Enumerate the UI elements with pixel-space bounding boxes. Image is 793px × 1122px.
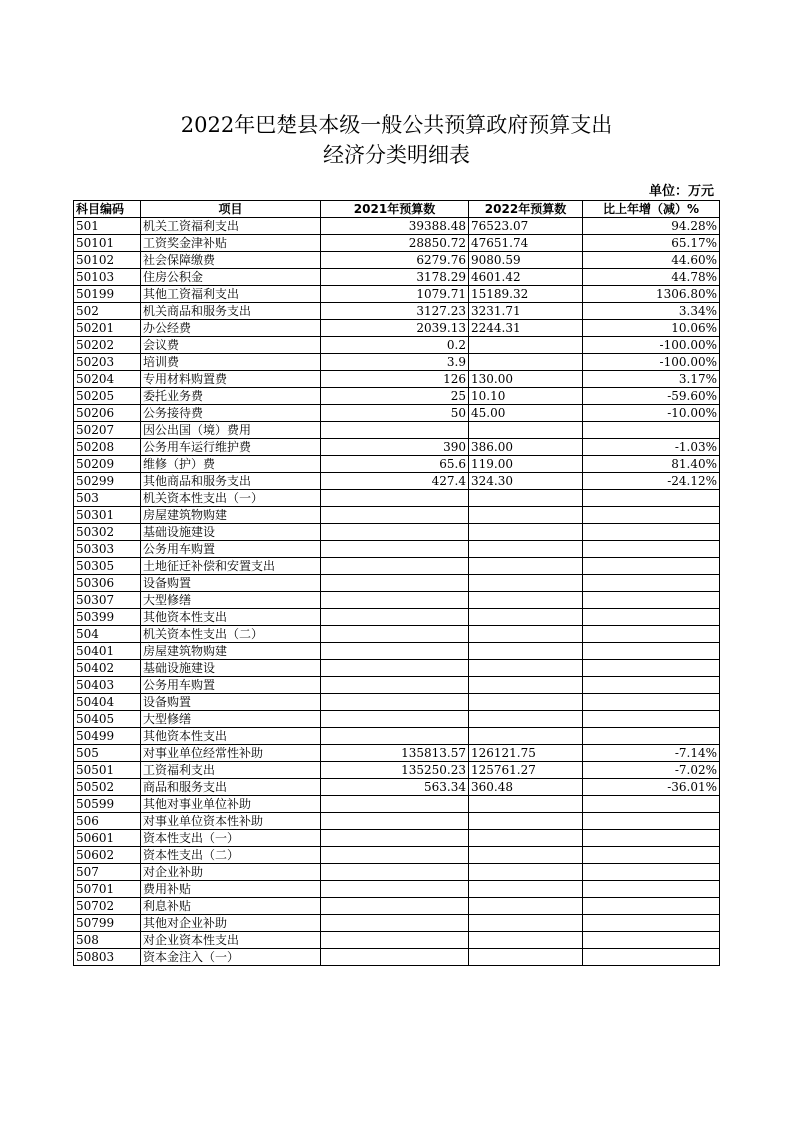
cell-2022: 4601.42 [469,269,583,286]
cell-item: 对事业单位资本性补助 [141,813,321,830]
cell-change: 44.78% [583,269,720,286]
cell-2021: 1079.71 [321,286,469,303]
cell-change [583,898,720,915]
cell-2022 [469,490,583,507]
table-row [74,898,720,915]
cell-code: 50303 [74,541,141,558]
cell-code: 50499 [74,728,141,745]
cell-2022: 125761.27 [469,762,583,779]
table-row [74,592,720,609]
cell-2022 [469,898,583,915]
cell-2022: 45.00 [469,405,583,422]
table-body [74,218,720,966]
cell-change: -36.01% [583,779,720,796]
table-row [74,881,720,898]
cell-code: 504 [74,626,141,643]
cell-code: 501 [74,218,141,235]
cell-code: 50207 [74,422,141,439]
cell-item: 其他对事业单位补助 [141,796,321,813]
table-row [74,660,720,677]
cell-2021 [321,575,469,592]
cell-code: 50199 [74,286,141,303]
cell-2021: 427.4 [321,473,469,490]
cell-item: 机关工资福利支出 [141,218,321,235]
cell-2022 [469,932,583,949]
cell-2021 [321,915,469,932]
table-row [74,915,720,932]
cell-item: 对企业资本性支出 [141,932,321,949]
cell-2022 [469,524,583,541]
table-row [74,626,720,643]
header-2022: 2022年预算数 [469,201,583,218]
cell-code: 50209 [74,456,141,473]
cell-change [583,575,720,592]
cell-change: -59.60% [583,388,720,405]
cell-item: 大型修缮 [141,711,321,728]
table-row [74,694,720,711]
cell-2022 [469,541,583,558]
cell-code: 50306 [74,575,141,592]
cell-code: 50502 [74,779,141,796]
cell-2022 [469,609,583,626]
cell-change: -24.12% [583,473,720,490]
cell-item: 设备购置 [141,694,321,711]
cell-item: 公务用车运行维护费 [141,439,321,456]
cell-change [583,507,720,524]
cell-change [583,643,720,660]
budget-table [73,200,720,966]
cell-2022 [469,660,583,677]
cell-item: 资本金注入（一） [141,949,321,966]
table-row [74,864,720,881]
table-row [74,371,720,388]
cell-2022 [469,864,583,881]
cell-item: 机关资本性支出（二） [141,626,321,643]
cell-2022: 76523.07 [469,218,583,235]
table-row [74,286,720,303]
cell-2022: 47651.74 [469,235,583,252]
cell-2021 [321,643,469,660]
cell-2021: 25 [321,388,469,405]
cell-code: 50404 [74,694,141,711]
cell-item: 对企业补助 [141,864,321,881]
cell-2022 [469,558,583,575]
cell-2021 [321,728,469,745]
title-line-1: 2022年巴楚县本级一般公共预算政府预算支出 [180,113,613,137]
cell-item: 因公出国（境）费用 [141,422,321,439]
cell-2021 [321,796,469,813]
header-row [74,201,720,218]
cell-change [583,609,720,626]
cell-item: 会议费 [141,337,321,354]
cell-change [583,660,720,677]
cell-item: 大型修缮 [141,592,321,609]
cell-code: 50203 [74,354,141,371]
cell-2022: 130.00 [469,371,583,388]
cell-2022: 126121.75 [469,745,583,762]
cell-2021 [321,864,469,881]
cell-code: 50103 [74,269,141,286]
cell-2022 [469,711,583,728]
cell-2021 [321,881,469,898]
cell-item: 办公经费 [141,320,321,337]
table-row [74,303,720,320]
cell-2021 [321,949,469,966]
cell-2021 [321,711,469,728]
table-row [74,575,720,592]
cell-change: 1306.80% [583,286,720,303]
cell-code: 50302 [74,524,141,541]
table-row [74,762,720,779]
cell-2022 [469,847,583,864]
cell-change: -7.14% [583,745,720,762]
cell-item: 房屋建筑物购建 [141,507,321,524]
table-row [74,507,720,524]
cell-2021 [321,660,469,677]
cell-item: 其他资本性支出 [141,609,321,626]
header-item: 项目 [141,201,321,218]
cell-item: 资本性支出（二） [141,847,321,864]
cell-2022 [469,643,583,660]
cell-code: 506 [74,813,141,830]
cell-change [583,626,720,643]
cell-code: 50307 [74,592,141,609]
cell-code: 503 [74,490,141,507]
table-row [74,456,720,473]
cell-2021: 0.2 [321,337,469,354]
cell-2021 [321,898,469,915]
table-row [74,320,720,337]
cell-item: 设备购置 [141,575,321,592]
cell-code: 50501 [74,762,141,779]
cell-change [583,558,720,575]
table-row [74,847,720,864]
header-2021: 2021年预算数 [321,201,469,218]
cell-code: 50701 [74,881,141,898]
cell-code: 50208 [74,439,141,456]
cell-change [583,830,720,847]
cell-code: 50799 [74,915,141,932]
cell-item: 费用补贴 [141,881,321,898]
cell-item: 对事业单位经常性补助 [141,745,321,762]
cell-code: 50803 [74,949,141,966]
cell-item: 工资奖金津补贴 [141,235,321,252]
table-row [74,524,720,541]
cell-item: 资本性支出（一） [141,830,321,847]
cell-change [583,524,720,541]
table-row [74,558,720,575]
cell-2021 [321,490,469,507]
cell-2022 [469,677,583,694]
cell-2022: 324.30 [469,473,583,490]
cell-2021 [321,507,469,524]
cell-item: 商品和服务支出 [141,779,321,796]
cell-code: 50602 [74,847,141,864]
cell-2021: 6279.76 [321,252,469,269]
cell-2021 [321,541,469,558]
table-row [74,949,720,966]
cell-code: 507 [74,864,141,881]
cell-change: -7.02% [583,762,720,779]
cell-change: 3.34% [583,303,720,320]
table-row [74,779,720,796]
cell-change [583,677,720,694]
cell-2021 [321,830,469,847]
cell-code: 50204 [74,371,141,388]
cell-item: 房屋建筑物购建 [141,643,321,660]
cell-code: 50702 [74,898,141,915]
cell-2022 [469,813,583,830]
cell-2022 [469,507,583,524]
page-title [0,110,793,170]
cell-2021: 135250.23 [321,762,469,779]
table-row [74,218,720,235]
table-row [74,269,720,286]
cell-change: 10.06% [583,320,720,337]
cell-change [583,932,720,949]
cell-code: 50405 [74,711,141,728]
cell-2022 [469,592,583,609]
table-row [74,439,720,456]
cell-2021: 563.34 [321,779,469,796]
cell-change [583,864,720,881]
cell-item: 机关资本性支出（一） [141,490,321,507]
cell-2021 [321,422,469,439]
cell-2021: 65.6 [321,456,469,473]
cell-2022 [469,575,583,592]
cell-2021 [321,932,469,949]
table-row [74,711,720,728]
cell-item: 其他资本性支出 [141,728,321,745]
table-row [74,745,720,762]
table-row [74,473,720,490]
cell-item: 其他商品和服务支出 [141,473,321,490]
cell-2021: 3178.29 [321,269,469,286]
cell-2022: 2244.31 [469,320,583,337]
cell-code: 508 [74,932,141,949]
cell-change [583,847,720,864]
cell-change [583,881,720,898]
cell-change: 81.40% [583,456,720,473]
table-row [74,388,720,405]
cell-item: 委托业务费 [141,388,321,405]
table-row [74,337,720,354]
cell-change [583,711,720,728]
cell-change [583,915,720,932]
cell-2021 [321,592,469,609]
cell-2022: 119.00 [469,456,583,473]
cell-change [583,796,720,813]
cell-2022: 360.48 [469,779,583,796]
cell-2022 [469,728,583,745]
cell-2021: 3127.23 [321,303,469,320]
cell-item: 机关商品和服务支出 [141,303,321,320]
cell-item: 专用材料购置费 [141,371,321,388]
table-row [74,541,720,558]
cell-item: 利息补贴 [141,898,321,915]
cell-code: 50301 [74,507,141,524]
cell-2021: 135813.57 [321,745,469,762]
cell-2022 [469,337,583,354]
cell-item: 培训费 [141,354,321,371]
cell-item: 社会保障缴费 [141,252,321,269]
cell-change [583,728,720,745]
unit-label: 单位：万元 [648,184,714,199]
cell-code: 505 [74,745,141,762]
cell-change [583,541,720,558]
header-change: 比上年增（减）% [583,201,720,218]
cell-code: 50299 [74,473,141,490]
cell-2021: 3.9 [321,354,469,371]
cell-2021: 126 [321,371,469,388]
table-row [74,405,720,422]
cell-change [583,490,720,507]
header-code: 科目编码 [74,201,141,218]
cell-2022 [469,796,583,813]
cell-2021 [321,609,469,626]
cell-code: 502 [74,303,141,320]
cell-code: 50102 [74,252,141,269]
cell-code: 50402 [74,660,141,677]
cell-item: 公务用车购置 [141,541,321,558]
cell-2022: 15189.32 [469,286,583,303]
table-row [74,252,720,269]
cell-code: 50201 [74,320,141,337]
cell-2021 [321,847,469,864]
cell-change: 44.60% [583,252,720,269]
cell-code: 50206 [74,405,141,422]
table-row [74,354,720,371]
table-row [74,728,720,745]
table-row [74,235,720,252]
cell-2021 [321,677,469,694]
cell-code: 50399 [74,609,141,626]
cell-code: 50101 [74,235,141,252]
cell-change: -100.00% [583,337,720,354]
cell-2021 [321,626,469,643]
cell-change [583,592,720,609]
cell-2022 [469,881,583,898]
cell-2021 [321,694,469,711]
cell-item: 公务用车购置 [141,677,321,694]
cell-code: 50202 [74,337,141,354]
cell-2022 [469,830,583,847]
cell-code: 50601 [74,830,141,847]
cell-2022: 10.10 [469,388,583,405]
cell-item: 维修（护）费 [141,456,321,473]
cell-change [583,949,720,966]
cell-item: 其他对企业补助 [141,915,321,932]
table-row [74,643,720,660]
cell-item: 公务接待费 [141,405,321,422]
cell-code: 50599 [74,796,141,813]
cell-2022 [469,694,583,711]
table-row [74,813,720,830]
table-row [74,830,720,847]
table-row [74,609,720,626]
table-row [74,796,720,813]
cell-2022: 386.00 [469,439,583,456]
cell-code: 50403 [74,677,141,694]
cell-change: 3.17% [583,371,720,388]
cell-item: 土地征迁补偿和安置支出 [141,558,321,575]
cell-item: 工资福利支出 [141,762,321,779]
cell-change: 94.28% [583,218,720,235]
cell-code: 50305 [74,558,141,575]
cell-2022 [469,626,583,643]
cell-2022 [469,422,583,439]
cell-2021 [321,813,469,830]
table-row [74,932,720,949]
cell-item: 基础设施建设 [141,660,321,677]
table-row [74,490,720,507]
cell-2021: 50 [321,405,469,422]
cell-item: 其他工资福利支出 [141,286,321,303]
cell-change: -10.00% [583,405,720,422]
cell-2022: 9080.59 [469,252,583,269]
cell-code: 50401 [74,643,141,660]
cell-change [583,422,720,439]
cell-change [583,813,720,830]
cell-change: -1.03% [583,439,720,456]
cell-2021: 39388.48 [321,218,469,235]
table-row [74,422,720,439]
cell-2022 [469,949,583,966]
cell-2021 [321,524,469,541]
cell-code: 50205 [74,388,141,405]
cell-item: 住房公积金 [141,269,321,286]
cell-item: 基础设施建设 [141,524,321,541]
table-row [74,677,720,694]
cell-2021 [321,558,469,575]
cell-2022 [469,915,583,932]
cell-2021: 390 [321,439,469,456]
cell-change: 65.17% [583,235,720,252]
cell-change: -100.00% [583,354,720,371]
cell-2021: 2039.13 [321,320,469,337]
cell-2022: 3231.71 [469,303,583,320]
title-line-2: 经济分类明细表 [323,143,470,167]
cell-change [583,694,720,711]
cell-2022 [469,354,583,371]
cell-2021: 28850.72 [321,235,469,252]
